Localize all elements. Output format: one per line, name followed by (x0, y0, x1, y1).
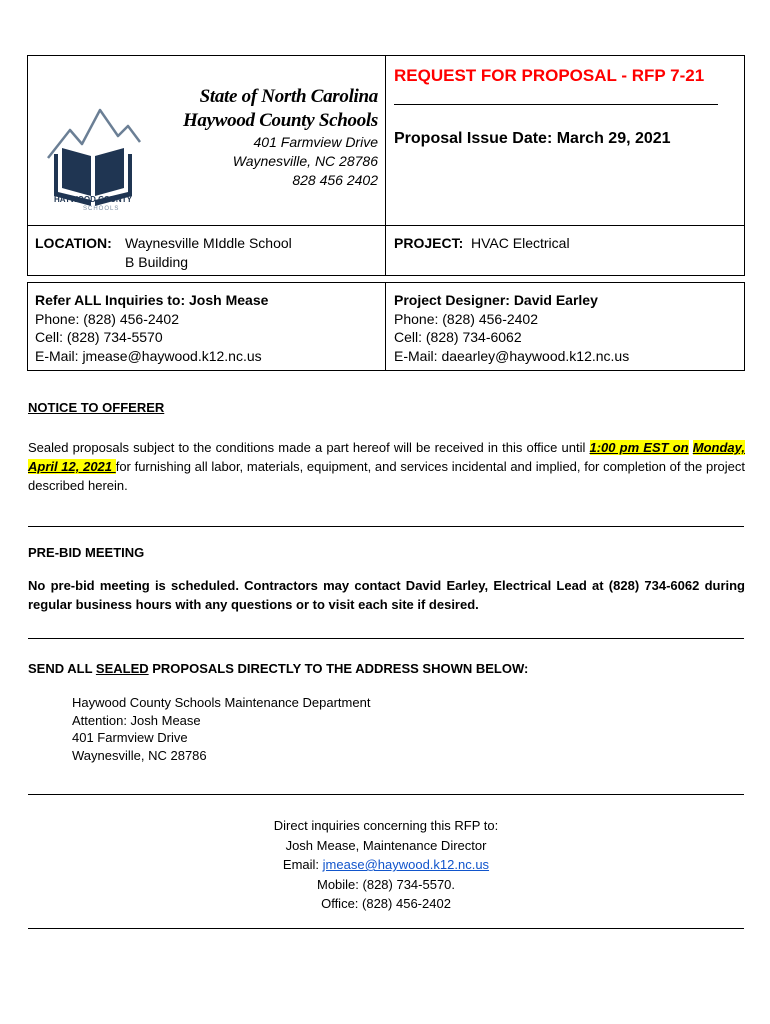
mailing-address-line: Waynesville, NC 28786 (72, 747, 207, 763)
send-heading-after: PROPOSALS DIRECTLY TO THE ADDRESS SHOWN BELOW: (148, 661, 529, 676)
inquiries-phone: Phone: (828) 456-2402 (35, 310, 179, 327)
mailing-address-line: Haywood County Schools Maintenance Department (72, 695, 371, 710)
send-heading (28, 661, 528, 676)
inquiries-heading: Refer ALL Inquiries to: Josh Mease (35, 292, 269, 308)
inquiries-email: E-Mail: jmease@haywood.k12.nc.us (35, 347, 262, 364)
header-box (27, 55, 745, 226)
office-phone: 828 456 2402 (292, 172, 378, 188)
mailing-address-line: Attention: Josh Mease (72, 712, 201, 728)
project-label: PROJECT: (394, 235, 464, 251)
deadline-date: Monday, April 12, 2021 (28, 440, 745, 474)
location-building: B Building (125, 254, 189, 270)
director-mobile: Mobile: (828) 734-5570. (316, 876, 456, 892)
street-address: 401 Farmview Drive (253, 134, 378, 150)
proposal-issue-date: Proposal Issue Date: March 29, 2021 (394, 130, 671, 147)
prebid-heading: PRE-BID MEETING (28, 545, 145, 560)
location-project-row (27, 226, 745, 276)
location-value: Waynesville MIddle School (125, 235, 292, 251)
project-value: HVAC Electrical (471, 235, 570, 251)
issuer-address (183, 85, 378, 190)
contacts-divider (385, 283, 386, 370)
director-office: Office: (828) 456-2402 (321, 896, 451, 911)
notice-text-before: Sealed proposals subject to the conditions made a part hereof will be received in this office until (28, 440, 590, 455)
send-heading-sealed: SEALED (95, 661, 149, 676)
separator-rule (28, 928, 744, 929)
inquiries-cell: Cell: (828) 734-5570 (35, 329, 163, 345)
designer-phone: Phone: (828) 456-2402 (394, 310, 538, 327)
mailing-address-line: 401 Farmview Drive (72, 730, 188, 745)
director-email (27, 855, 745, 875)
location-label: LOCATION: (35, 235, 112, 251)
mailing-address (72, 694, 370, 764)
separator-rule (28, 638, 744, 639)
rfp-title: REQUEST FOR PROPOSAL - RFP 7-21 (394, 66, 705, 85)
direct-inquiries-block (27, 816, 745, 914)
designer-heading: Project Designer: David Earley (394, 292, 598, 308)
contacts-row (27, 282, 745, 371)
notice-paragraph (28, 438, 745, 495)
notice-heading: NOTICE TO OFFERER (28, 400, 165, 415)
designer-cell: Cell: (828) 734-6062 (394, 329, 522, 345)
designer-email: E-Mail: daearley@haywood.k12.nc.us (394, 347, 630, 364)
city-state-zip: Waynesville, NC 28786 (232, 153, 378, 169)
logo-text-schools: SCHOOLS (83, 206, 120, 212)
notice-text-after: for furnishing all labor, materials, equipment, and services incidental and implied, for completion of the project described herein. (28, 459, 745, 493)
prebid-paragraph: No pre-bid meeting is scheduled. Contractors may contact David Earley, Electrical Lead at (828) 734-6062 during regular business hours with any questions or to visit each site if desired. (28, 578, 745, 612)
send-heading-before: SEND ALL (28, 661, 96, 676)
email-label: Email: (282, 857, 323, 872)
header-divider (385, 56, 386, 225)
designer-contact (394, 291, 629, 365)
director-name: Josh Mease, Maintenance Director (285, 837, 487, 853)
separator-rule (28, 794, 744, 795)
project-field (394, 235, 570, 251)
director-email-link[interactable]: jmease@haywood.k12.nc.us (322, 857, 490, 872)
direct-inquiries-intro: Direct inquiries concerning this RFP to: (273, 818, 499, 833)
separator-rule (28, 526, 744, 527)
state-name: State of North Carolina (199, 86, 378, 107)
deadline-time: 1:00 pm EST on (589, 440, 689, 455)
row-divider (385, 226, 386, 275)
logo-text-county: HAYWOOD COUNTY (54, 195, 132, 204)
inquiries-contact (35, 291, 268, 365)
district-name: Haywood County Schools (182, 110, 378, 131)
rfp-title-underline (394, 104, 718, 105)
